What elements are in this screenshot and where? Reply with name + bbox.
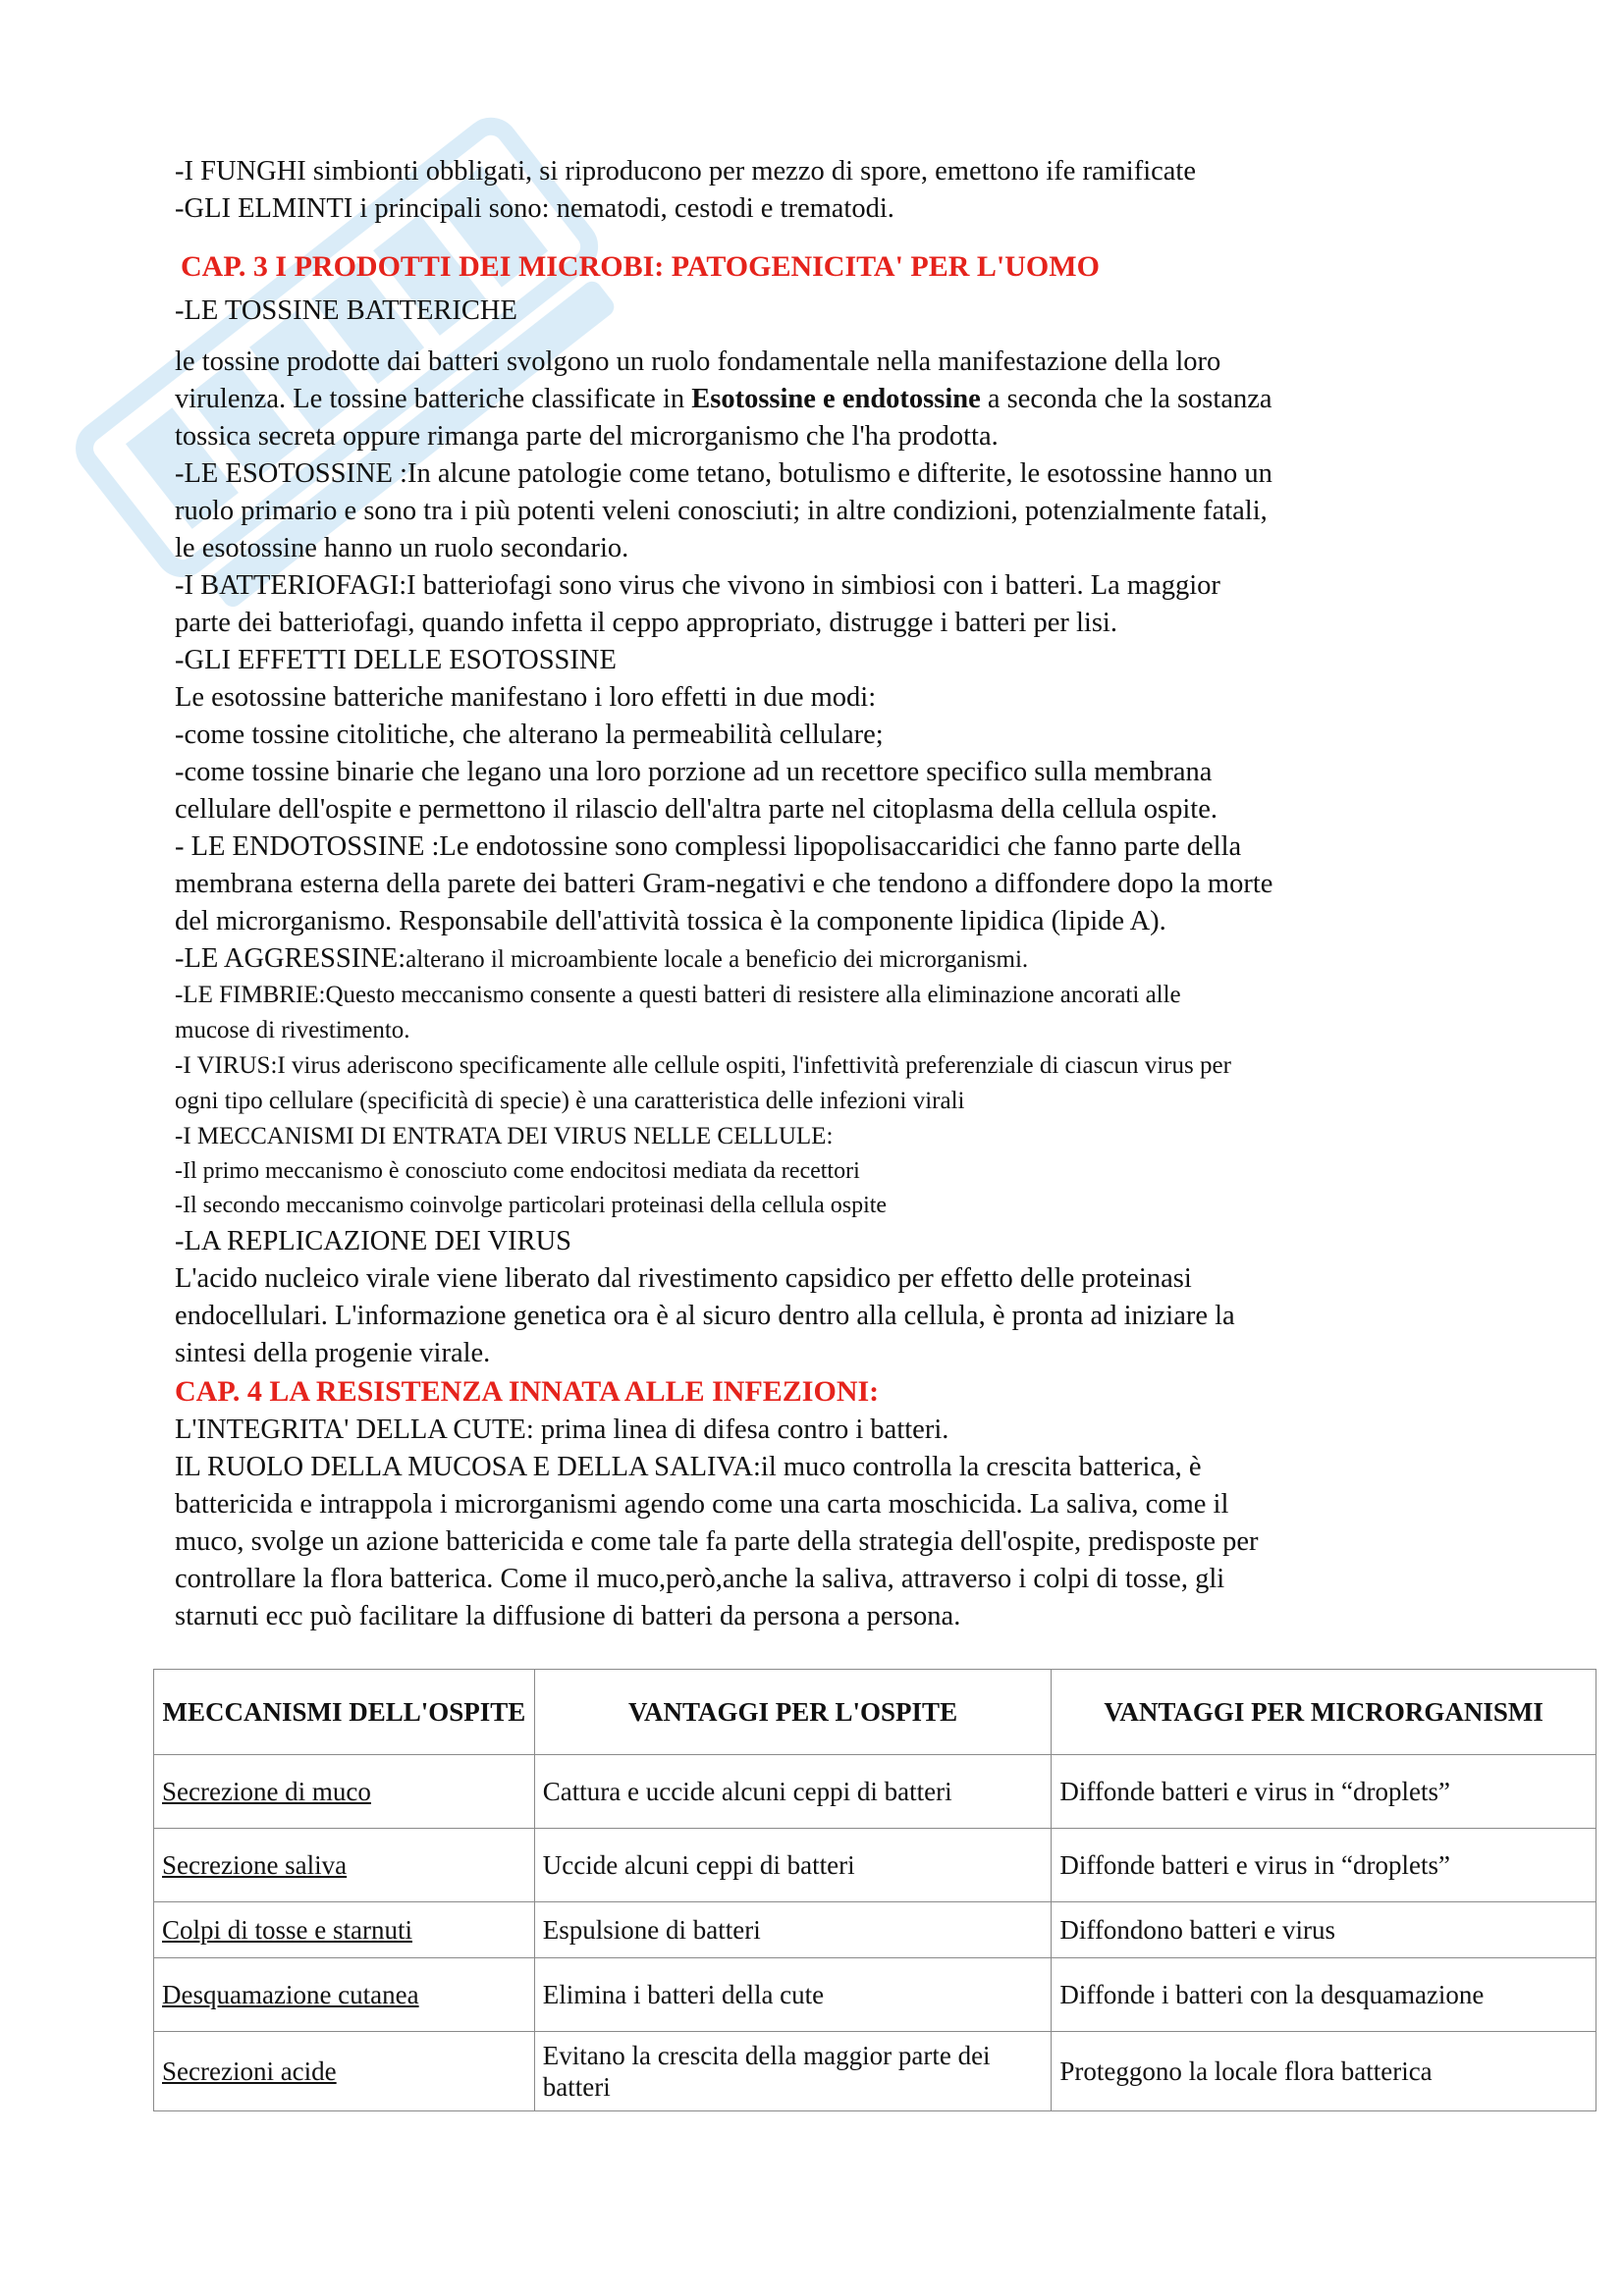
text-line: -Il secondo meccanismo coinvolge particolari proteinasi della cellula ospite <box>175 1193 888 1218</box>
text-line <box>175 1048 1481 1084</box>
column-header: VANTAGGI PER L'OSPITE <box>534 1670 1052 1755</box>
host-mechanisms-table <box>153 1669 1596 2111</box>
text-line: mucose di rivestimento. <box>175 1017 410 1043</box>
table-row <box>154 1755 1596 1829</box>
text-line: muco, svolge un azione battericida e come tale fa parte della strategia dell'ospite, predisposte per <box>175 1526 1259 1557</box>
table-cell <box>154 1829 535 1902</box>
bold-term: Esotossine e endotossine <box>691 384 981 414</box>
text-line: L'INTEGRITA' DELLA CUTE: prima linea di difesa contro i batteri. <box>175 1415 949 1445</box>
text-line: endocellulari. L'informazione genetica ora è al sicuro dentro alla cellula, è pronta ad iniziare la <box>175 1301 1235 1331</box>
text-line: parte dei batteriofagi, quando infetta il ceppo appropriato, distrugge i batteri per lisi. <box>175 608 1117 638</box>
text-line: -come tossine binarie che legano una loro porzione ad un recettore specifico sulla membrana <box>175 757 1213 787</box>
section-heading-meccanismi: -I MECCANISMI DI ENTRATA DEI VIRUS NELLE CELLULE: <box>175 1123 834 1149</box>
table-cell: Evitano la crescita della maggior parte dei batteri <box>534 2032 1052 2111</box>
chapter-4-heading: CAP. 4 LA RESISTENZA INNATA ALLE INFEZIONI: <box>175 1375 880 1408</box>
text-line: -come tossine citolitiche, che alterano la permeabilità cellulare; <box>175 720 884 750</box>
text-line: - LE ENDOTOSSINE :Le endotossine sono complessi lipopolisaccaridici che fanno parte della <box>175 831 1242 862</box>
text-line: -I BATTERIOFAGI:I batteriofagi sono virus che vivono in simbiosi con i batteri. La maggior <box>175 570 1220 601</box>
text-line <box>175 940 1481 978</box>
table-cell: Uccide alcuni ceppi di batteri <box>534 1829 1052 1902</box>
mechanism-name: Colpi di tosse e starnuti <box>162 1915 412 1945</box>
text-line: -GLI ELMINTI i principali sono: nematodi, cestodi e trematodi. <box>175 193 894 224</box>
table-cell <box>154 2032 535 2111</box>
text-line: controllare la flora batterica. Come il muco,però,anche la saliva, attraverso i colpi di tosse, gli <box>175 1564 1225 1594</box>
table-cell: Diffonde batteri e virus in “droplets” <box>1052 1829 1596 1902</box>
column-header: MECCANISMI DELL'OSPITE <box>154 1670 535 1755</box>
mechanism-name: Secrezione saliva <box>162 1850 348 1880</box>
document-page <box>175 153 1481 1635</box>
aggressine-label: -LE AGGRESSINE: <box>175 943 406 974</box>
table-row <box>154 1902 1596 1958</box>
text-line: IL RUOLO DELLA MUCOSA E DELLA SALIVA:il muco controlla la crescita batterica, è <box>175 1452 1202 1482</box>
table-row <box>154 1958 1596 2032</box>
table-cell: Elimina i batteri della cute <box>534 1958 1052 2032</box>
text-line <box>175 381 1481 418</box>
chapter-3-heading: CAP. 3 I PRODOTTI DEI MICROBI: PATOGENICITA' PER L'UOMO <box>181 250 1100 283</box>
section-heading-replicazione: -LA REPLICAZIONE DEI VIRUS <box>175 1226 571 1256</box>
table-row <box>154 2032 1596 2111</box>
table-cell <box>154 1755 535 1829</box>
mechanism-name: Desquamazione cutanea <box>162 1980 419 2009</box>
text-line: tossica secreta oppure rimanga parte del microrganismo che l'ha prodotta. <box>175 421 999 452</box>
table-cell: Diffonde i batteri con la desquamazione <box>1052 1958 1596 2032</box>
text-line: L'acido nucleico virale viene liberato dal rivestimento capsidico per effetto delle proteinasi <box>175 1263 1192 1294</box>
text-line: le tossine prodotte dai batteri svolgono un ruolo fondamentale nella manifestazione della loro <box>175 347 1221 377</box>
text-line: starnuti ecc può facilitare la diffusione di batteri da persona a persona. <box>175 1601 961 1631</box>
text-span: virulenza. Le tossine batteriche classificate in <box>175 384 692 414</box>
mechanism-name: Secrezione di muco <box>162 1777 371 1806</box>
mechanism-name: Secrezioni acide <box>162 2056 337 2086</box>
text-line: ruolo primario e sono tra i più potenti veleni conosciuti; in altre condizioni, potenzialmente fatali, <box>175 496 1268 526</box>
table-header-row <box>154 1670 1596 1755</box>
text-line: battericida e intrappola i microrganismi agendo come una carta moschicida. La saliva, come il <box>175 1489 1229 1520</box>
table-cell <box>154 1958 535 2032</box>
table-cell: Diffonde batteri e virus in “droplets” <box>1052 1755 1596 1829</box>
table-cell: Proteggono la locale flora batterica <box>1052 2032 1596 2111</box>
table-row <box>154 1829 1596 1902</box>
section-heading-tossine: -LE TOSSINE BATTERICHE <box>175 295 517 326</box>
virus-label: -I VIRUS: <box>175 1052 278 1079</box>
table-cell <box>154 1902 535 1958</box>
text-line: ogni tipo cellulare (specificità di specie) è una caratteristica delle infezioni virali <box>175 1088 965 1114</box>
text-line: membrana esterna della parete dei batteri Gram-negativi e che tendono a diffondere dopo la morte <box>175 869 1273 899</box>
text-line: -GLI EFFETTI DELLE ESOTOSSINE <box>175 645 617 675</box>
text-line: -LE ESOTOSSINE :In alcune patologie come tetano, botulismo e difterite, le esotossine hanno un <box>175 458 1272 489</box>
text-line: cellulare dell'ospite e permettono il rilascio dell'altra parte nel citoplasma della cellula ospite. <box>175 794 1217 825</box>
table-cell: Cattura e uccide alcuni ceppi di batteri <box>534 1755 1052 1829</box>
fimbrie-label: -LE FIMBRIE: <box>175 982 326 1008</box>
text-line: -I FUNGHI simbionti obbligati, si riproducono per mezzo di spore, emettono ife ramificate <box>175 156 1196 187</box>
text-line: le esotossine hanno un ruolo secondario. <box>175 533 629 563</box>
text-line: sintesi della progenie virale. <box>175 1338 491 1368</box>
text-line: del microrganismo. Responsabile dell'attività tossica è la componente lipidica (lipide A). <box>175 906 1166 936</box>
fimbrie-text: Questo meccanismo consente a questi batteri di resistere alla eliminazione ancorati alle <box>325 982 1181 1008</box>
table-cell: Diffondono batteri e virus <box>1052 1902 1596 1958</box>
text-line: Le esotossine batteriche manifestano i loro effetti in due modi: <box>175 682 877 713</box>
aggressine-text: alterano il microambiente locale a beneficio dei microrganismi. <box>406 946 1029 973</box>
text-span: a seconda che la sostanza <box>980 384 1272 414</box>
column-header: VANTAGGI PER MICRORGANISMI <box>1052 1670 1596 1755</box>
text-line <box>175 978 1481 1013</box>
table-cell: Espulsione di batteri <box>534 1902 1052 1958</box>
text-line: -Il primo meccanismo è conosciuto come endocitosi mediata da recettori <box>175 1158 860 1184</box>
virus-text: I virus aderiscono specificamente alle cellule ospiti, l'infettività preferenziale di ciascun virus per <box>277 1052 1231 1079</box>
